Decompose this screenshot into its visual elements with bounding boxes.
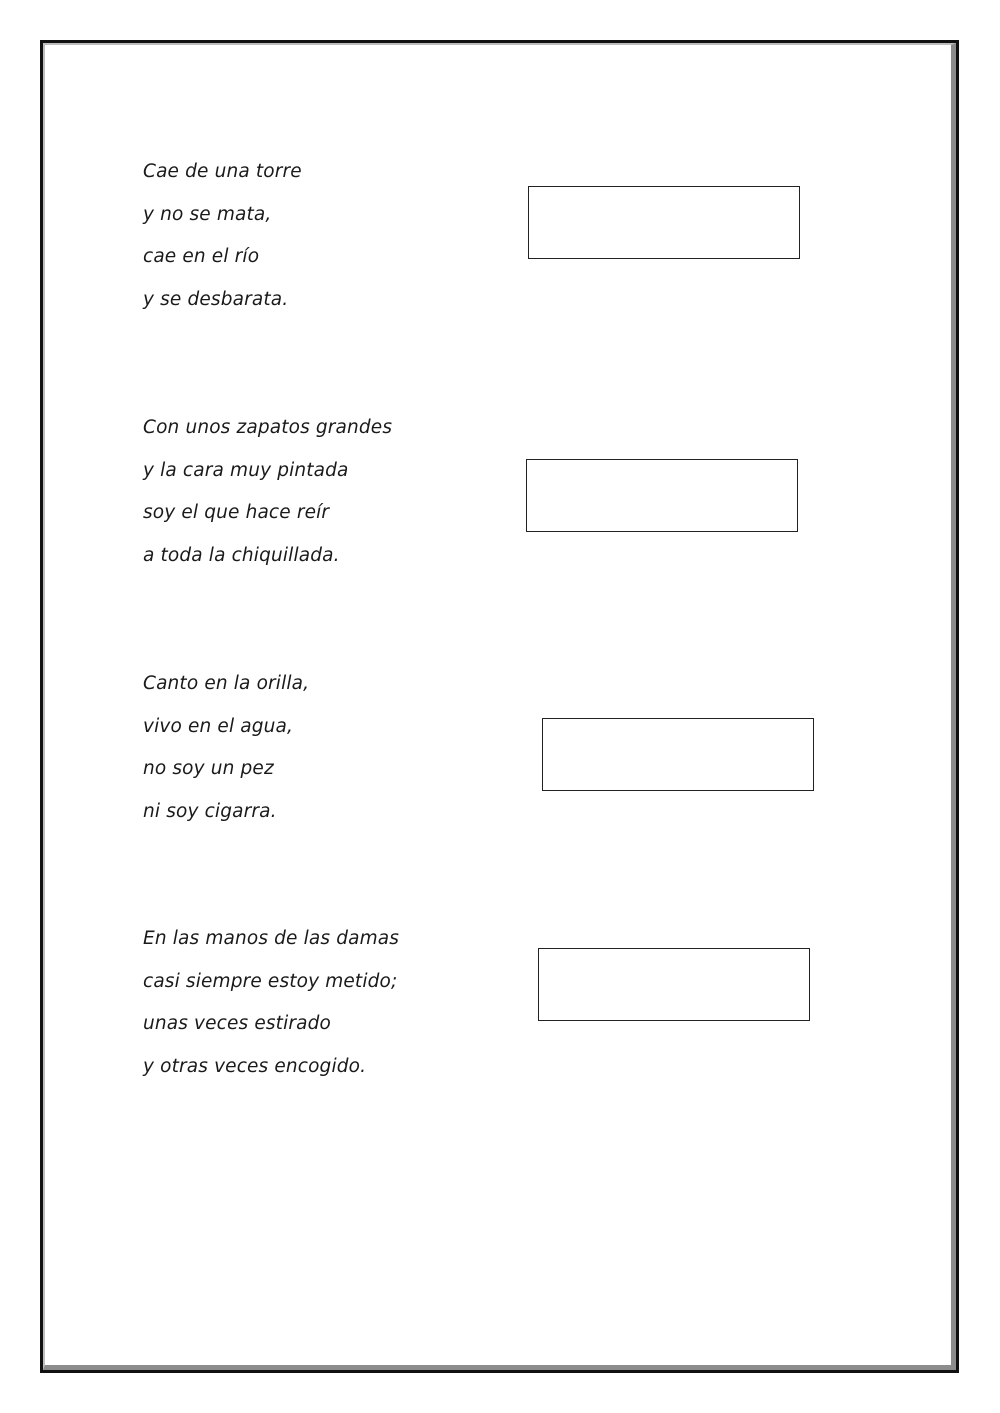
riddle-1-text [143, 151, 302, 321]
riddle-line: ni soy cigarra. [143, 800, 277, 822]
answer-box-2[interactable] [526, 459, 798, 532]
riddle-line: Con unos zapatos grandes [143, 417, 393, 438]
riddle-line: Canto en la orilla, [143, 673, 310, 694]
riddle-3-text [143, 663, 309, 833]
riddle-line: casi siempre estoy metido; [143, 970, 398, 992]
riddle-line: unas veces estirado [143, 1013, 331, 1034]
riddle-line: y otras veces encogido. [143, 1055, 367, 1077]
riddle-4-text [143, 918, 399, 1088]
riddle-line: vivo en el agua, [143, 715, 294, 737]
riddle-2-text [143, 407, 392, 577]
answer-box-3[interactable] [542, 718, 814, 791]
riddle-line: y no se mata, [143, 203, 272, 225]
answer-box-1[interactable] [528, 186, 800, 259]
answer-box-4[interactable] [538, 948, 810, 1021]
riddle-line: no soy un pez [143, 758, 274, 779]
riddle-line: a toda la chiquillada. [143, 544, 340, 566]
riddle-line: cae en el río [143, 246, 260, 267]
riddle-line: soy el que hace reír [143, 502, 330, 523]
riddle-line: y se desbarata. [143, 288, 289, 310]
riddle-line: Cae de una torre [143, 161, 302, 182]
riddle-line: En las manos de las damas [143, 928, 400, 949]
riddle-line: y la cara muy pintada [143, 459, 349, 481]
